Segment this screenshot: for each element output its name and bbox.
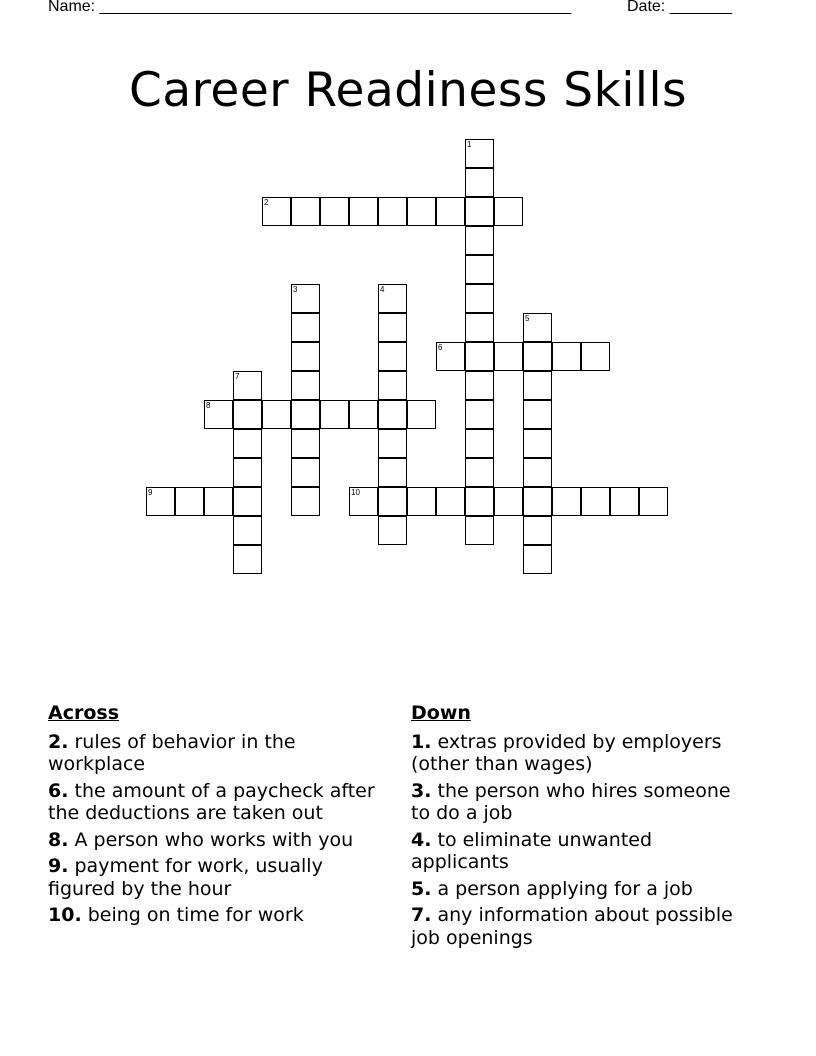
cell-number: 6 <box>438 343 443 352</box>
grid-cell <box>233 371 262 400</box>
clue-text: to eliminate unwanted applicants <box>411 828 653 873</box>
grid-cell <box>378 400 407 429</box>
grid-cell <box>465 255 494 284</box>
grid-cell <box>523 516 552 545</box>
grid-cell <box>465 429 494 458</box>
page-title: Career Readiness Skills <box>129 63 687 119</box>
grid-cell <box>378 487 407 516</box>
grid-cell <box>233 400 262 429</box>
grid-cell <box>465 487 494 516</box>
clue-item <box>411 878 741 901</box>
grid-cell <box>378 284 407 313</box>
grid-cell <box>378 313 407 342</box>
cell-number: 5 <box>525 314 530 323</box>
clue-text: A person who works with you <box>68 828 354 851</box>
grid-cell <box>349 487 378 516</box>
clue-item <box>48 904 388 927</box>
across-clues <box>48 702 388 931</box>
clue-text: payment for work, usually figured by the hour <box>48 855 323 900</box>
grid-cell <box>407 487 436 516</box>
grid-cell <box>291 487 320 516</box>
clue-item <box>411 904 741 949</box>
grid-cell <box>465 516 494 545</box>
cell-number: 9 <box>148 488 153 497</box>
grid-cell <box>378 429 407 458</box>
clue-text: the amount of a paycheck after the deductions are taken out <box>48 779 375 824</box>
grid-cell <box>465 313 494 342</box>
grid-cell <box>407 400 436 429</box>
down-clues <box>411 702 741 953</box>
grid-cell <box>523 400 552 429</box>
clue-number: 7. <box>411 904 432 926</box>
grid-cell <box>204 400 233 429</box>
grid-cell <box>291 400 320 429</box>
grid-cell <box>523 342 552 371</box>
clue-number: 3. <box>411 779 432 802</box>
grid-cell <box>465 197 494 226</box>
grid-cell <box>523 487 552 516</box>
cell-number: 4 <box>380 285 385 294</box>
clue-number: 4. <box>411 828 432 851</box>
grid-cell <box>320 197 349 226</box>
grid-cell <box>233 487 262 516</box>
grid-cell <box>233 458 262 487</box>
clue-number: 6. <box>48 779 69 802</box>
cell-number: 2 <box>264 198 269 207</box>
grid-cell <box>378 197 407 226</box>
grid-cell <box>262 400 291 429</box>
grid-cell <box>436 487 465 516</box>
grid-cell <box>233 545 262 574</box>
grid-cell <box>378 342 407 371</box>
grid-cell <box>523 545 552 574</box>
grid-cell <box>465 139 494 168</box>
grid-cell <box>552 487 581 516</box>
grid-cell <box>523 371 552 400</box>
grid-cell <box>146 487 175 516</box>
cell-number: 3 <box>293 285 298 294</box>
grid-cell <box>378 458 407 487</box>
grid-cell <box>378 371 407 400</box>
grid-cell <box>465 342 494 371</box>
clue-text: extras provided by employers (other than wages) <box>411 730 722 775</box>
clue-item <box>411 780 741 825</box>
grid-cell <box>291 458 320 487</box>
grid-cell <box>233 516 262 545</box>
grid-cell <box>291 313 320 342</box>
grid-cell <box>204 487 233 516</box>
clue-number: 9. <box>48 855 69 877</box>
clue-item <box>48 780 388 825</box>
down-clue-list <box>411 731 741 950</box>
cell-number: 10 <box>351 488 360 497</box>
clue-text: the person who hires someone to do a job <box>411 779 731 824</box>
grid-cell <box>233 429 262 458</box>
clue-number: 5. <box>411 877 432 900</box>
clue-text: a person applying for a job <box>431 877 693 900</box>
clue-text: being on time for work <box>81 904 304 926</box>
down-heading: Down <box>411 702 471 724</box>
cell-number: 7 <box>235 372 240 381</box>
grid-cell <box>291 197 320 226</box>
grid-cell <box>552 342 581 371</box>
grid-cell <box>436 342 465 371</box>
grid-cell <box>494 342 523 371</box>
grid-cell <box>465 284 494 313</box>
grid-cell <box>436 197 465 226</box>
cell-number: 8 <box>206 401 211 410</box>
clue-item <box>411 731 741 776</box>
grid-cell <box>378 516 407 545</box>
clue-item <box>48 829 388 852</box>
cell-number: 1 <box>467 140 472 149</box>
grid-cell <box>465 226 494 255</box>
date-field-line: Date: _______ <box>627 0 732 15</box>
clue-item <box>48 731 388 776</box>
grid-cell <box>523 458 552 487</box>
grid-cell <box>349 197 378 226</box>
grid-cell <box>465 168 494 197</box>
grid-cell <box>465 371 494 400</box>
grid-cell <box>581 342 610 371</box>
across-clue-list <box>48 731 388 927</box>
grid-cell <box>407 197 436 226</box>
clue-text: rules of behavior in the workplace <box>48 730 296 775</box>
clue-item <box>411 829 741 874</box>
grid-cell <box>494 197 523 226</box>
grid-cell <box>291 342 320 371</box>
grid-cell <box>610 487 639 516</box>
clue-number: 1. <box>411 730 432 753</box>
grid-cell <box>291 429 320 458</box>
grid-cell <box>349 400 378 429</box>
across-heading: Across <box>48 702 120 724</box>
grid-cell <box>465 400 494 429</box>
grid-cell <box>494 487 523 516</box>
grid-cell <box>175 487 204 516</box>
name-field-line: Name: _____________________________________________________ <box>48 0 572 15</box>
clue-number: 2. <box>48 730 69 753</box>
grid-cell <box>465 458 494 487</box>
grid-cell <box>291 284 320 313</box>
grid-cell <box>581 487 610 516</box>
clue-number: 10. <box>48 904 82 926</box>
grid-cell <box>523 313 552 342</box>
grid-cell <box>291 371 320 400</box>
grid-cell <box>523 429 552 458</box>
grid-cell <box>262 197 291 226</box>
clue-text: any information about possible job openings <box>411 904 733 949</box>
grid-cell <box>639 487 668 516</box>
grid-cell <box>320 400 349 429</box>
clue-item <box>48 855 388 900</box>
clue-number: 8. <box>48 828 69 851</box>
